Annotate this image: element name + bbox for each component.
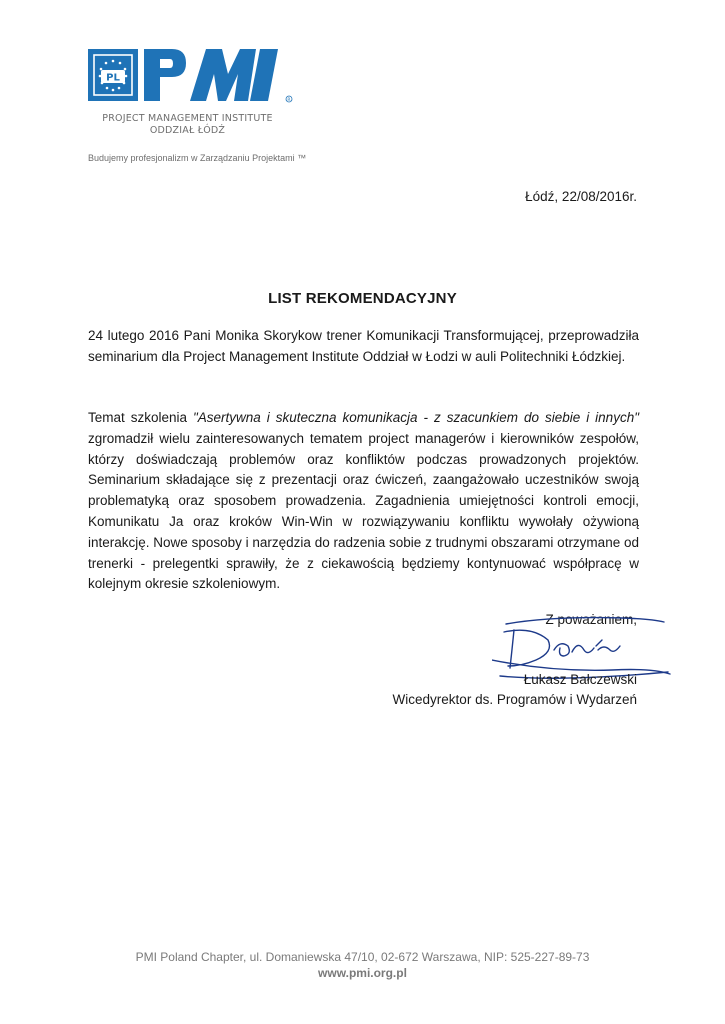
logo-badge-text: PL <box>106 72 120 84</box>
pmi-logo <box>88 46 298 106</box>
organization-name <box>100 113 275 137</box>
tagline: Budujemy profesjonalizm w Zarządzaniu Projektami ™ <box>88 153 307 163</box>
letter-title: LIST REKOMENDACYJNY <box>268 290 457 307</box>
letter-date: Łódź, 22/08/2016r. <box>525 189 637 204</box>
org-line-2: ODDZIAŁ ŁÓDŹ <box>149 125 226 136</box>
org-line-1: PROJECT MANAGEMENT INSTITUTE <box>102 113 273 124</box>
paragraph-2-lead: Temat szkolenia <box>88 410 193 425</box>
footer-website-link[interactable]: www.pmi.org.pl <box>318 966 407 980</box>
signer-name: Łukasz Bałczewski <box>523 672 637 687</box>
closing-phrase: Z poważaniem, <box>545 612 637 627</box>
paragraph-2 <box>88 408 639 595</box>
paragraph-1: 24 lutego 2016 Pani Monika Skorykow trener Komunikacji Transformującej, przeprowadziła seminarium dla Project Management Institute Oddział w Łodzi w auli Politechniki Łódzkiej. <box>88 328 639 364</box>
footer-address: PMI Poland Chapter, ul. Domaniewska 47/10, 02-672 Warszawa, NIP: 525-227-89-73 <box>135 950 590 964</box>
svg-text:R: R <box>287 98 291 103</box>
training-title-quote: "Asertywna i skuteczna komunikacja - z szacunkiem do siebie i innych" <box>193 410 639 425</box>
paragraph-2-body: zgromadził wielu zainteresowanych tematem project managerów i kierowników zespołów, którzy doświadczają problemów oraz konfliktów podczas prowadzonych projektów. Seminarium składające się z prezentacji oraz ćwiczeń, zaangażowało uczestników swoją problematyką oraz sposobem prowadzenia. Zagadnienia umiejętności kontroli emocji, Komunikatu Ja oraz kroków Win-Win w rozwiązywaniu konfliktu wywołały ożywioną interakcję. Nowe sposoby i narzędzia do radzenia sobie z trudnymi obszarami otrzymane od trenerki - prelegentki sprawiły, że z ciekawością będziemy kontynuować współpracę w kolejnym okresie szkoleniowym. <box>88 430 639 592</box>
signer-role: Wicedyrektor ds. Programów i Wydarzeń <box>392 692 637 707</box>
